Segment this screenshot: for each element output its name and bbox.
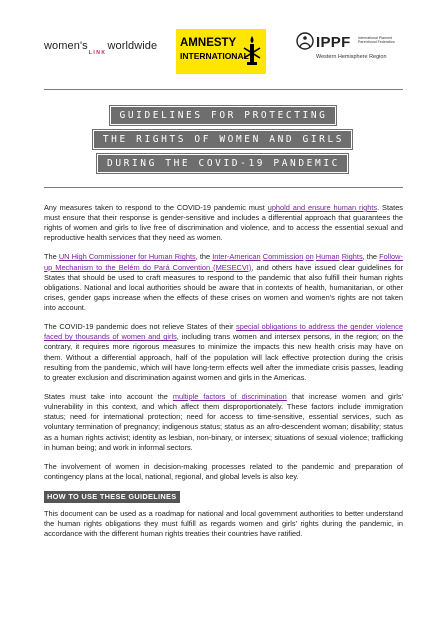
title-line-2: THE RIGHTS OF WOMEN AND GIRLS — [94, 131, 351, 148]
p2-text-1: , the — [195, 252, 213, 262]
p3-text-2: , including trans women and intersex persons, in the region; on the contrary, it requires more rigorous measures to minimize the impacts this new health crisis may have on them. Without a differential approach, half of the population will lack effective protection during the crisis resulting from the pandemic, which will have long-term effects well after the immediate crisis passes, leading to greater exclusion and discrimination against women and girls in the Americas. — [44, 332, 403, 382]
document-body — [44, 203, 403, 548]
womens-link-text-part1: women's — [44, 40, 88, 52]
paragraph-4 — [44, 392, 403, 453]
document-title — [0, 107, 445, 179]
ippf-name: IPPF — [316, 34, 351, 51]
womens-link-text-part3: worldwide — [107, 40, 158, 52]
paragraph-2 — [44, 252, 403, 313]
candle-icon — [242, 34, 262, 70]
p4-text-1: States must take into account the — [44, 391, 173, 401]
divider-bottom — [44, 187, 403, 188]
womens-link-worldwide-logo — [44, 40, 157, 56]
amnesty-logo-line1: AMNESTY — [180, 37, 237, 49]
paragraph-6: This document can be used as a roadmap for national and local government authorities to better understand the human rights obligations they must fulfill as regards women and girls' rights during the pandemic, in accordance with the different human rights treaties their countries have ratified. — [44, 508, 403, 539]
partner-logos — [0, 26, 445, 76]
divider-top — [44, 89, 403, 90]
title-line-3: DURING THE COVID-19 PANDEMIC — [98, 155, 347, 172]
amnesty-logo-line2: INTERNATIONAL — [180, 51, 249, 61]
p1-text-2: . States must ensure that their response is gender-sensitive and includes a differential approach that guarantees the rights of women and girls to live free of discrimination and violence, and to access the essential sexual and reproductive health services that they need as women. — [44, 203, 403, 243]
ippf-full-name: International Planned Parenthood Federation — [358, 36, 395, 45]
paragraph-5: The involvement of women in decision-making processes related to the pandemic and preparation of contingency plans at the local, national, regional, and global levels is also key. — [44, 461, 403, 481]
paragraph-3 — [44, 322, 403, 383]
title-line-1: GUIDELINES FOR PROTECTING — [111, 107, 335, 124]
link-human[interactable]: Human — [315, 252, 340, 262]
link-un-high-commissioner[interactable]: UN High Commissioner for Human Rights — [58, 252, 196, 262]
p2-text-7: , and others have issued clear guidelines for States that should be used to craft measures to respond to the pandemic that also fulfill their human rights obligations. National and local authorities should be aware that in contexts of health, humanitarian, or other crises, gender gaps increase when the effects of these crises on women and women's rights are not taken into account. — [44, 262, 403, 313]
ippf-region: Western Hemisphere Region — [316, 54, 387, 60]
ippf-emblem-icon — [296, 32, 314, 50]
p2-text-6: , the — [362, 252, 380, 262]
link-mesecvi[interactable]: Follow-up Mechanism to the Belém do Pará Convention (MESECVI) — [44, 252, 403, 272]
amnesty-international-logo — [176, 29, 266, 74]
p1-text-1: Any measures taken to respond to the COVID-19 pandemic must — [44, 203, 268, 212]
link-multiple-factors[interactable]: multiple factors of discrimination — [172, 391, 287, 401]
link-inter-american[interactable]: Inter-American — [212, 252, 261, 262]
link-rights[interactable]: Rights — [341, 252, 363, 262]
link-on[interactable]: on — [305, 252, 314, 262]
p2-text-0: The — [44, 252, 59, 262]
ippf-logo — [296, 32, 406, 72]
p3-text-1: The COVID-19 pandemic does not relieve States of their — [44, 322, 237, 332]
link-commission[interactable]: Commission — [262, 252, 304, 262]
p4-text-2: that increase women and girls' vulnerability in this context, and which affect them disproportionately. These factors include immigration status; need for international protection; need for access to time-sensitive, essential services, such as voluntary termination of pregnancy; indigenous status; status as an afro-descendent woman; disability; status as a human rights activist; identity as lesbian, non-binary, or intersex; situations of sexual violence; trafficking in human being; and work in informal sectors. — [44, 391, 403, 452]
section-heading-how-to-use: HOW TO USE THESE GUIDELINES — [44, 491, 180, 503]
link-special-obligations[interactable]: special obligations to address the gender violence faced by thousands of women and girls — [44, 322, 403, 342]
paragraph-1 — [44, 203, 403, 244]
link-uphold-human-rights[interactable]: uphold and ensure human rights — [267, 203, 378, 212]
womens-link-text-part2: LINK — [88, 50, 107, 56]
